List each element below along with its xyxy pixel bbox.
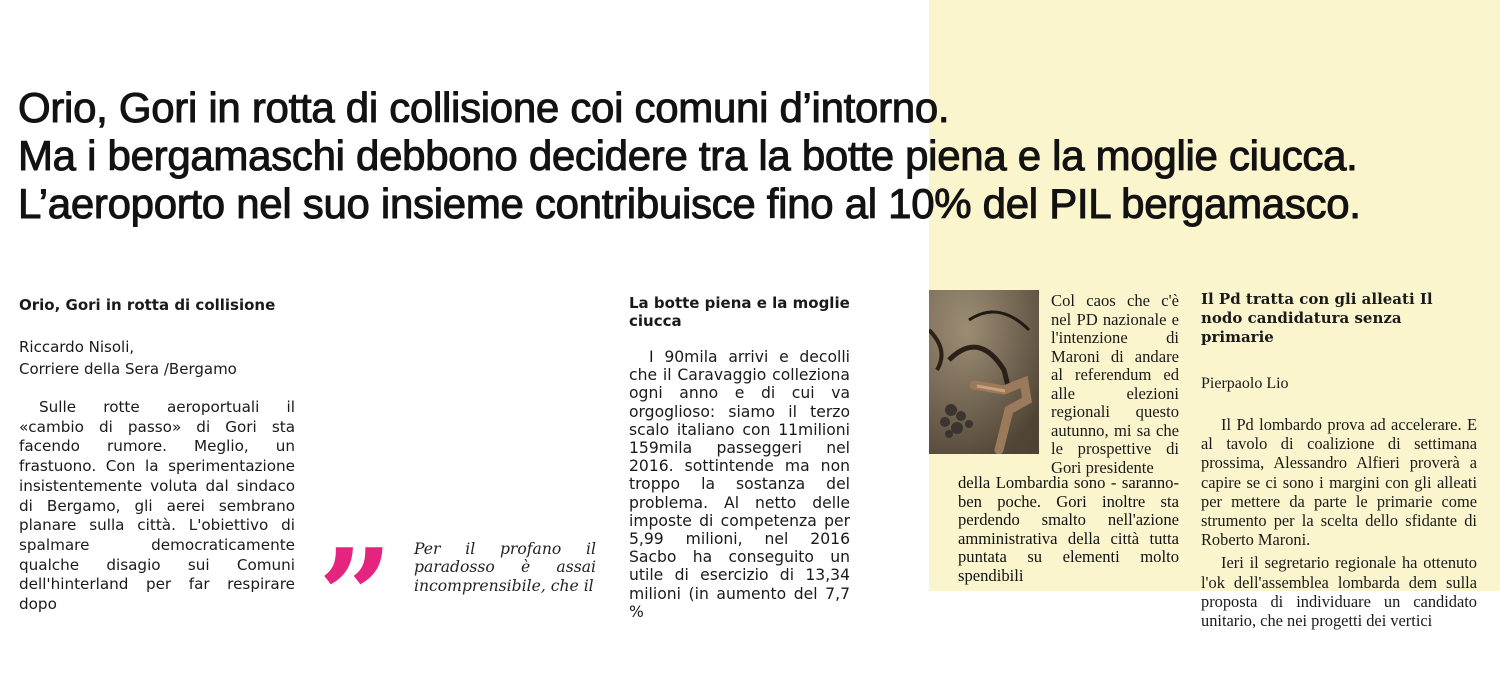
article-4-paragraph-2: Ieri il segretario regionale ha ottenuto l'ok dell'assemblea lombarda dem sulla proposta di individuare un candidato unitario, che nei progetti dei vertici xyxy=(1201,553,1477,631)
slingshot-photo xyxy=(929,290,1039,454)
headline-line-3: L’aeroporto nel suo insieme contribuisce fino al 10% del PIL bergamasco. xyxy=(18,180,1361,227)
article-3-body-narrow xyxy=(1051,292,1179,477)
article-1-byline xyxy=(19,336,295,380)
article-1-author: Riccardo Nisoli, xyxy=(19,338,135,356)
article-4-author: Pierpaolo Lio xyxy=(1201,375,1289,392)
article-1-source: Corriere della Sera /Bergamo xyxy=(19,360,237,378)
article-1-paragraph: Sulle rotte aeroportuali il «cambio di passo» di Gori sta facendo rumore. Meglio, un frastuono. Con la sperimentazione insistentemente voluta dal sindaco di Bergamo, gli aerei sembrano planare sulla città. L'obiettivo di spalmare democraticamente qualche disagio sui Comuni dell'hinterland per far respirare dopo xyxy=(19,398,295,614)
article-column-2 xyxy=(629,294,850,621)
article-3-paragraph-narrow: Col caos che c'è nel PD nazionale e l'intenzione di Maroni di andare al referendum ed alle elezioni regionali questo autunno, mi sa che le prospettive di Gori presidente xyxy=(1051,291,1179,477)
article-2-title: La botte piena e la moglie ciucca xyxy=(629,294,850,330)
article-2-body xyxy=(629,348,850,621)
main-headline xyxy=(18,84,1488,228)
headline-line-2: Ma i bergamaschi debbono decidere tra la botte piena e la moglie ciucca. xyxy=(18,132,1358,179)
article-3-body-wide: della Lombardia sono - saranno- ben poche. Gori inoltre sta perdendo smalto nell'azione amministrativa della città tutta puntata su elementi molto spendibili xyxy=(958,473,1179,585)
article-1-title: Orio, Gori in rotta di collisione xyxy=(19,296,276,314)
article-1-body xyxy=(19,398,295,615)
article-column-3 xyxy=(1051,292,1179,477)
quote-mark-icon: ” xyxy=(318,520,379,673)
article-4-body xyxy=(1201,415,1477,630)
pull-quote: Per il profano il paradosso è assai incomprensibile, che il xyxy=(414,540,596,595)
article-column-1 xyxy=(19,296,295,615)
article-column-4 xyxy=(1201,290,1477,630)
article-2-paragraph: I 90mila arrivi e decolli che il Caravaggio colleziona ogni anno e di cui va orgoglioso: siamo il terzo scalo italiano con 11milioni 159mila passeggeri nel 2016. sottintende ma non troppo la sostanza del problema. Al netto delle imposte di competenza per 5,99 milioni, nel 2016 Sacbo ha conseguito un utile di esercizio di 13,34 milioni (in aumento del 7,7 % xyxy=(629,348,850,621)
headline-line-1: Orio, Gori in rotta di collisione coi comuni d’intorno. xyxy=(18,84,950,131)
article-4-paragraph-1: Il Pd lombardo prova ad accelerare. E al tavolo di coalizione di settimana prossima, Alessandro Alfieri proverà a capire se ci sono i margini con gli alleati per mettere da parte le primarie come strumento per la scelta dello sfidante di Roberto Maroni. xyxy=(1201,415,1477,550)
article-4-title: Il Pd tratta con gli alleati Il nodo candidatura senza primarie xyxy=(1201,290,1433,346)
